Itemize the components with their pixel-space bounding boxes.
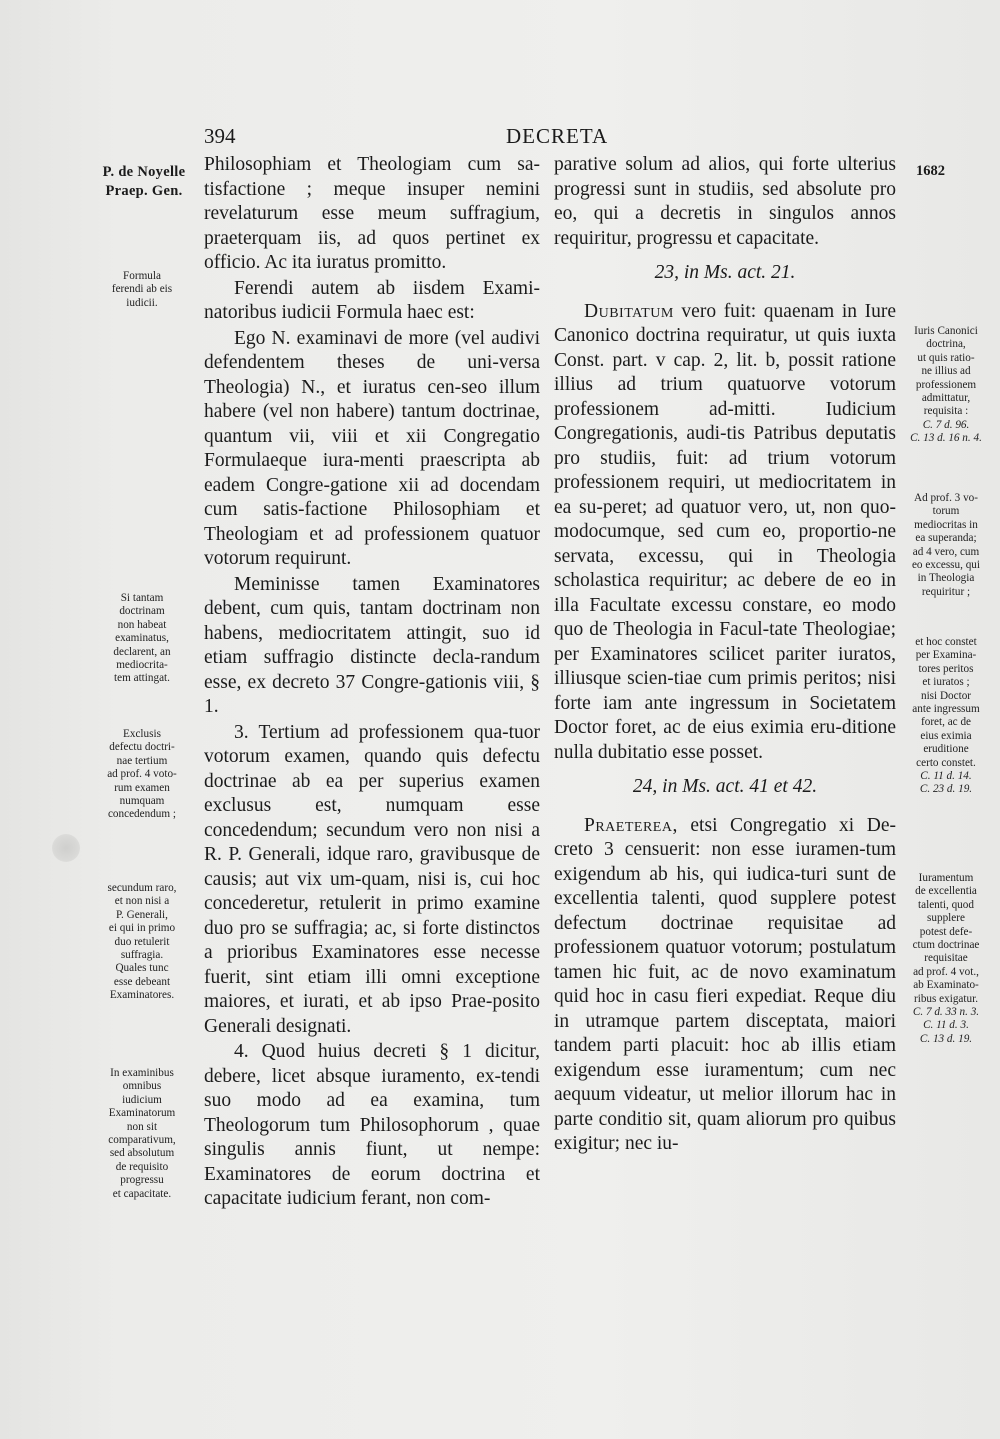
margin-note-exclusis: Exclusis defectu doctri- nae tertium ad prof. 4 voto- rum examen numquam concedendum ;: [107, 728, 177, 821]
paragraph: Philosophiam et Theologiam cum sa-tisfactione ; meque insuper nemini revelaturum esse meum suffragium, praeterquam iis, ad quos pertinet ex officio. Ac ita iuratus promitto.: [204, 154, 540, 273]
margin-note-iuris-canonici: Iuris Canonici doctrina, ut quis ratio- ne illius ad professionem admittatur, requisita : C. 7 d. 96. C. 13 d. 16 n. 4.: [910, 325, 982, 445]
margin-note-ad-prof-3: Ad prof. 3 vo- torum mediocritas in ea superanda; ad 4 vero, cum eo excessu, qui in Theologia requiritur ;: [911, 492, 981, 598]
right-text-column: [554, 153, 896, 1158]
margin-note-in-examinibus: In examinibus omnibus iudicium Examinatorum non sit comparativum, sed absolutum de requisito progressu et capacitate.: [108, 1067, 176, 1200]
author-margin-note: P. de Noyelle Praep. Gen.: [102, 164, 186, 199]
margin-note-et-hoc-constet: et hoc constet per Examina- tores peritos et iuratos ; nisi Doctor ante ingressum foret, ac de eius eximia eruditione certo constet. C. 11 d. 14. C. 23 d. 19.: [912, 636, 980, 796]
left-text-column: [204, 153, 540, 1213]
section-heading: 23, in Ms. act. 21.: [654, 262, 796, 283]
margin-note-si-tantam: Si tantam doctrinam non habeat examinatus, declarent, an mediocrita- tem attingat.: [113, 592, 171, 685]
running-head: DECRETA: [506, 124, 609, 148]
paragraph: 4. Quod huius decreti § 1 dicitur, debere, licet absque iuramento, ex-tendi suo modo ad ea examina, tum Theologorum tum Philosophorum , quae singulis annis fiunt, ut nempe: Examinatores de eorum doctrina et capacitate iudicium ferant, non com-: [204, 1041, 540, 1209]
paragraph: parative solum ad alios, qui forte ulterius progressi sunt in studiis, sed absolute pro eo, qui a decretis in singulos annos requiritur, progressu et capacitate.: [554, 154, 896, 249]
paragraph: Ferendi autem ab iisdem Exami-natoribus iudicii Formula haec est:: [204, 277, 540, 323]
lead-word: Dubitatum: [584, 300, 674, 322]
page-number: 394: [204, 124, 236, 148]
margin-note-formula: Formula ferendi ab eis iudicii.: [111, 270, 173, 309]
paragraph: 3. Tertium ad professionem qua-tuor votorum examen, quando quis defectu doctrinae ab ea per superius examen exclusus est, numquam esse concedendum; secundum vero non nisi a R. P. Generali, idque raro, gravibusque de causis; aut vix um-quam, nisi is, cui hoc concederetur, retulerit in primo examine duo pro se suffragia; ac, si forte distinctos a prioribus Examinatores esse necesse fuerit, sint etiam illi omni exceptione maiores, et iurati, et ab ipso Prae-posito Generali designati.: [204, 721, 540, 1037]
lead-word: Praeterea,: [584, 814, 678, 836]
page-header: [200, 124, 900, 154]
paragraph: Ego N. examinavi de more (vel audivi defendentem theses de uni-versa Theologia) N., et iuratus cen-seo illum habere (vel non habere) tantum doctrinae, quantum vii, viii et xii Congregatio Formulaeque iura-menti praescripta ab eadem Congre-gatione xii ad docendam cum satis-factione Philosophiam et Theologiam et ad professionem quatuor votorum requirunt.: [204, 327, 540, 569]
paragraph: Praeterea, etsi Congregatio xi De-creto 3 censuerit: non esse iuramen-tum exigendum ab his, qui iudica-turi sunt de excellentia talenti, quod supplere potest defectum doctrinae requisitae ad professionem quatuor votorum; postulatum tamen hic fuit, ac de novo examinatum quid hoc in casu fieri expediat. Reque diu in utramque partem disceptata, maiori tandem parti placuit: hoc ab illis etiam exigendum esse iuramentum; cum nec aequum videatur, ut melior illorum hac in parte conditio sit, quam aliorum pro quibus exigitur; nec iu-: [554, 814, 896, 1154]
punch-hole-mark: [52, 834, 80, 862]
section-heading: 24, in Ms. act. 41 et 42.: [632, 776, 818, 797]
paragraph: Meminisse tamen Examinatores debent, cum quis, tantam doctrinam non habens, mediocritatem attingit, suo id etiam suffragio distincte decla-randum esse, ex decreto 37 Congre-gationis viii, § 1.: [204, 573, 540, 717]
year-margin-note: 1682: [916, 163, 945, 179]
margin-note-iuramentum: Iuramentum de excellentia talenti, quod supplere potest defe- ctum doctrinae requisitae ad prof. 4 vot., ab Examinato- ribus exigatur. C. 7 d. 33 n. 3. C. 11 d. 3. C. 13 d. 19.: [912, 872, 980, 1045]
margin-note-secundum-raro: secundum raro, et non nisi a P. Generali, ei qui in primo duo retulerit suffragia. Quales tunc esse debeant Examinatores.: [107, 882, 177, 1002]
paragraph: Dubitatum vero fuit: quaenam in Iure Canonico doctrina requiratur, ut quis iuxta Const. part. v cap. 2, lit. b, possit ratione illius ad trium quatuorve votorum professionem ad-mitti. Iudicium Congregationis, audi-tis Patribus deputatis pro studiis, fuit: ad trium votorum professionem requiri, ut mediocritatem in ea su-peret; ad quatuor vero, ut, non quo-modocumque, sed cum eo, proportio-ne servata, excessu, qui in Theologia scholastica requiritur; ac debere de eo in illa Facultate excessu constare, eo modo quo de Theologia in Facul-tate Theologiae; per Examinatores scilicet pariter iuratos, illiusque scien-tiae cum primis peritos; nisi forte iam ante ingressum in Societatem Doctor foret, ac de eius eximia eru-ditione nulla dubitatio esse posset.: [554, 300, 896, 763]
